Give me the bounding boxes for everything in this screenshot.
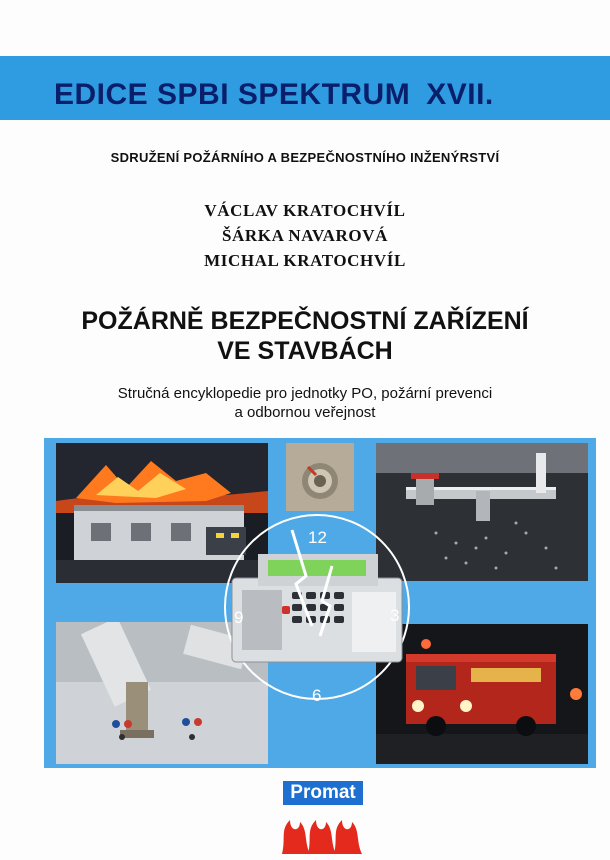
- promat-logo: Promat: [283, 781, 363, 805]
- publisher-name: SDRUŽENÍ POŽÁRNÍHO A BEZPEČNOSTNÍHO INŽENÝRSTVÍ: [110, 150, 500, 165]
- clock-number-12: 12: [308, 528, 327, 547]
- book-subtitle: [0, 384, 610, 422]
- clock-number-9: 9: [234, 608, 244, 627]
- subtitle-line: a odbornou veřejnost: [234, 404, 376, 421]
- author-name: ŠÁRKA NAVAROVÁ: [222, 226, 388, 245]
- flame-logo-icon: [278, 810, 370, 854]
- subtitle-line: Stručná encyklopedie pro jednotky PO, požární prevenci: [117, 385, 493, 402]
- author-list: [0, 198, 610, 273]
- author-name: MICHAL KRATOCHVÍL: [204, 251, 406, 270]
- book-title-line: VE STAVBÁCH: [217, 337, 393, 365]
- series-title: [54, 78, 494, 112]
- book-title: [0, 306, 610, 366]
- photo-sprinkler-head: [286, 443, 354, 511]
- series-name: EDICE SPBI SPEKTRUM: [54, 78, 411, 111]
- book-title-line: POŽÁRNĚ BEZPEČNOSTNÍ ZAŘÍZENÍ: [81, 307, 529, 335]
- author-name: VÁCLAV KRATOCHVÍL: [204, 201, 406, 220]
- clock-number-3: 3: [390, 606, 400, 625]
- clock-number-6: 6: [312, 686, 322, 705]
- series-volume: XVII.: [426, 78, 494, 111]
- fire-alarm-panel-clock: [222, 506, 412, 708]
